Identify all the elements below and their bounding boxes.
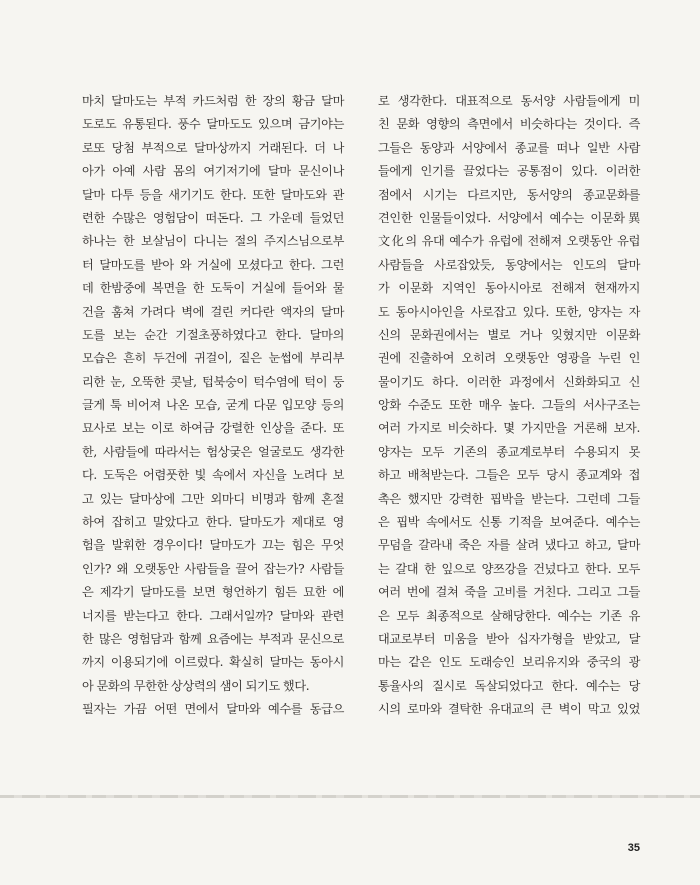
- text-line: 점에서 시기는 다르지만, 동서양의 종교문화를: [378, 187, 640, 202]
- text-line: 은 핍박 속에서도 신통 기적을 보여준다. 예수는: [378, 515, 640, 530]
- text-line: 까지 이용되기에 이르렀다. 확실히 달마는 동아시: [82, 655, 344, 670]
- text-line: 여러 가지로 비슷하다. 몇 가지만을 거론해 보자.: [378, 421, 640, 436]
- text-line: 터 달마도를 받아 와 거실에 모셨다고 한다. 그런: [82, 257, 344, 272]
- text-line: 하고 배척받는다. 그들은 모두 당시 종교계와 접: [378, 468, 640, 483]
- text-line: 은 모두 최종적으로 살해당한다. 예수는 기존 유: [378, 608, 640, 623]
- text-line: 로또 당첨 부적으로 달마상까지 거래된다. 더 나: [82, 140, 344, 155]
- text-line: 데 한밤중에 복면을 한 도둑이 거실에 들어와 물: [82, 281, 344, 296]
- text-line: 리한 눈, 오뚝한 콧날, 텁북숭이 턱수염에 턱이 둥: [82, 374, 344, 389]
- text-line: 마는 같은 인도 도래승인 보리유지와 중국의 광: [378, 655, 640, 670]
- text-line: 가 이문화 지역인 동아시아로 전해져 현재까지: [378, 281, 640, 296]
- text-line: 물이기도 하다. 이러한 과정에서 신화화되고 신: [378, 374, 640, 389]
- text-line: 양자는 모두 기존의 종교계로부터 수용되지 못: [378, 444, 640, 459]
- text-line: 들에게 인기를 끌었다는 공통점이 있다. 이러한: [378, 164, 640, 179]
- text-line: 통율사의 질시로 독살되었다고 한다. 예수는 당: [378, 678, 640, 693]
- page-number: 35: [627, 842, 640, 854]
- text-line: 인가? 왜 오랫동안 사람들을 끌어 잡는가? 사람들: [82, 561, 344, 576]
- text-line: 건을 훔쳐 가려다 벽에 걸린 커다란 액자의 달마: [82, 304, 344, 319]
- text-line: 앙화 수준도 또한 매우 높다. 그들의 서사구조는: [378, 398, 640, 413]
- text-line: 모습은 흔히 두건에 귀걸이, 짙은 눈썹에 부리부: [82, 351, 344, 366]
- text-line: 마치 달마도는 부적 카드처럼 한 장의 황금 달마: [82, 94, 344, 108]
- text-line: 는 갈대 한 잎으로 양쯔강을 건넜다고 한다. 모두: [378, 561, 640, 576]
- text-line: 로 생각한다. 대표적으로 동서양 사람들에게 미: [378, 94, 640, 108]
- text-line: 은 제각기 달마도를 보면 형언하기 힘든 묘한 에: [82, 585, 344, 600]
- text-line: 하여 잡히고 말았다고 한다. 달마도가 제대로 영: [82, 515, 344, 530]
- right-column: [378, 90, 640, 722]
- left-column: [82, 90, 344, 722]
- text-line: 필자는 가끔 어떤 면에서 달마와 예수를 동급으: [82, 702, 344, 717]
- text-line: 한 많은 영험담과 함께 요즘에는 부적과 문신으로: [82, 631, 344, 646]
- text-line: 고 있는 달마상에 그만 외마디 비명과 함께 혼절: [82, 491, 344, 506]
- text-line: 달마 다투 등을 새기기도 한다. 또한 달마도와 관: [82, 187, 344, 202]
- text-line: 시의 로마와 결탁한 유대교의 큰 벽이 막고 있었: [378, 702, 640, 717]
- text-line: 무덤을 갈라내 죽은 자를 살려 냈다고 하고, 달마: [378, 538, 640, 553]
- text-line: 견인한 인물들이었다. 서양에서 예수는 이문화異: [378, 210, 640, 225]
- text-line: 그들은 동양과 서양에서 종교를 떠나 일반 사람: [378, 140, 640, 155]
- text-line: 사람들을 사로잡았듯, 동양에서는 인도의 달마: [378, 257, 640, 272]
- text-line: 묘사로 보는 이로 하여금 강렬한 인상을 준다. 또: [82, 421, 344, 436]
- text-line: 아가 아예 사람 몸의 여기저기에 달마 문신이나: [82, 164, 344, 179]
- text-line: 아 문화의 무한한 상상력의 샘이 되기도 했다.: [82, 678, 310, 693]
- text-line: 권에 진출하여 오히려 오랫동안 영광을 누린 인: [378, 351, 640, 366]
- text-line: 너지를 받는다고 한다. 그래서일까? 달마와 관련: [82, 608, 344, 623]
- text-line: 한, 사람들에 따라서는 험상궂은 얼굴로도 생각한: [82, 444, 344, 459]
- text-line: 신의 문화권에서는 별로 거나 잊혔지만 이문화: [378, 327, 640, 342]
- text-line: 련한 수많은 영험담이 떠돈다. 그 가운데 들었던: [82, 210, 344, 225]
- text-line: 文化의 유대 예수가 유럽에 전해져 오랫동안 유럽: [378, 234, 640, 249]
- text-line: 친 문화 영향의 측면에서 비슷하다는 것이다. 즉: [378, 117, 640, 132]
- text-line: 촉은 했지만 강력한 핍박을 받는다. 그런데 그들: [378, 491, 640, 506]
- text-line: 글게 툭 비어져 나온 모습, 굳게 다문 입모양 등의: [82, 398, 344, 413]
- text-line: 도 동아시아인을 사로잡고 있다. 또한, 양자는 자: [378, 304, 640, 319]
- text-line: 여러 번에 걸쳐 죽을 고비를 거친다. 그리고 그들: [378, 585, 640, 600]
- text-line: 도로도 유통된다. 풍수 달마도도 있으며 금기야는: [82, 117, 344, 132]
- footer-divider: [0, 795, 700, 798]
- text-line: 도를 보는 순간 기절초풍하였다고 한다. 달마의: [82, 327, 344, 342]
- text-line: 다. 도둑은 어렴풋한 빛 속에서 자신을 노려다 보: [82, 468, 344, 483]
- text-line: 하나는 한 보살님이 다니는 절의 주지스님으로부: [82, 234, 344, 249]
- text-line: 대교로부터 미움을 받아 십자가형을 받았고, 달: [378, 631, 640, 646]
- text-line: 험을 발휘한 경우이다! 달마도가 끄는 힘은 무엇: [82, 538, 344, 553]
